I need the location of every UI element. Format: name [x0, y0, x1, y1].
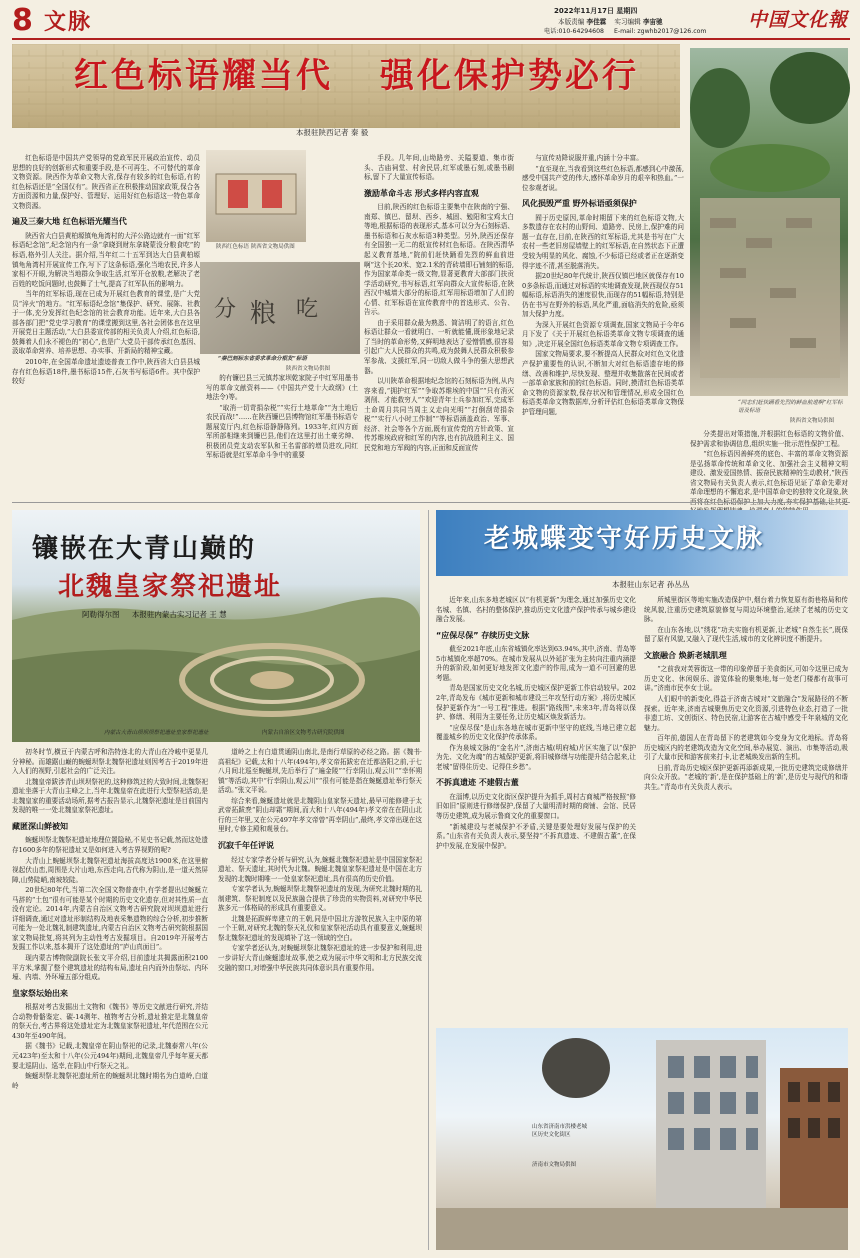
article2-byline — [82, 610, 227, 621]
article1-para: 的有镰巴县三元镇苏家坝乾家院子中红军用墨书写的革命文献资料——《中国共产党十大政纲》(土地法令)等。 — [206, 374, 358, 402]
article3-subhead-1: “应保尽保” 存续历史文脉 — [436, 630, 530, 640]
article1-photo-garden — [690, 48, 848, 396]
article2-subhead-1: 藏匿深山鲜被知 — [12, 821, 68, 831]
editor-name: 李佳霖 — [586, 18, 607, 26]
article2-column-2 — [218, 748, 422, 1250]
article2-para: 道岭之上有白道贯通阴山南北,是南行草原的必经之路。据《魏书·高祖纪》记载,太和十八年(494年),孝文帝拓跋宏在迁都洛阳之前,于七八月间北巡至蜿蜒坝,先后举行了“遍金陵”“行幸阴山,观云川”“幸怀朔镇”等活动,其中“行幸阴山,观云川”“很有可能是指在蜿蜒遗址举行祭天活动。”张文平说。 — [218, 748, 422, 795]
article1-column-5 — [690, 430, 848, 497]
article2-title-line2: 北魏皇家祭祀遗址 — [58, 572, 283, 602]
article1-subhead-1: 遍及三秦大地 红色标语光耀当代 — [12, 217, 127, 227]
article1-subhead-3: 风化损毁严重 野外标语亟须保护 — [522, 199, 637, 209]
section-title: 文脉 — [44, 9, 93, 35]
article2-para: 蜿蜒坝祭北魏祭祀遗址地理位置隐秘,不见史书记载,然而这处遗存1600多年的祭祀遗址又是如何进入考古界视野的呢? — [12, 836, 208, 854]
article2-column-1 — [12, 748, 208, 1250]
article2-para: 专家学者还认为,对蜿蜒坝祭北魏祭祀遗址的进一步保护和利用,进一步讲好大青山蜿蜒遗址故事,使之成为展示中华文明和北方民族交流交融的窗口,对增强中华民族共同体意识具有重要作用。 — [218, 944, 422, 972]
article1-title-banner — [12, 44, 680, 128]
article1-title-b: 强化保护势必行 — [380, 56, 639, 96]
display-case-illustration — [206, 150, 306, 242]
article1-para: 当年的红军标语,现在已成为开展红色教育的课堂,是广大党员“淬火”的地方。“红军标语纪念馆”集保护、研究、展陈、社教于一体,充分发挥红色纪念馆的社会教育功能。近年来,大白县各部各部门把“党史学习教育”的课堂搬到这里,各社会团体也在这里开展党日主题活动,“大白县委宣传部的相关负责人介绍,红色标语,鼓舞着人们永不褪色的“初心”,也是广大党员干部传承红色基因、汲取革命营养、培养思想、办实事、开新局的精神宝藏。 — [12, 290, 200, 356]
article1-lead: 红色标语是中国共产党领导的党政军民开展政治宣传、动员思想的良好的创新形式和重要手段,是不可再生、不可替代的革命文物资源。陕西作为革命文物大省,保存有较多的红色标语,有的红色标语还是“全国仅有”。陕西省正在积极推动国家政策,保合各方面资源和力量,保护好、管理好、运用好红色标语这一特色革命文物资源。 — [12, 154, 200, 210]
phone-text: 电话:010-64294608 — [544, 28, 604, 35]
article3-para: 日前,青岛历史城区保护更新再添新成果,一批历史建筑完成修缮并向公众开放。“老城的‘新’,是在保护基础上的‘新’,是历史与现代的和谐共生。”青岛市有关负责人表示。 — [644, 763, 848, 791]
article1-para: 与宣传劝降说服并重,内涵十分丰富。 — [535, 154, 643, 162]
article3-para: 在淄博,以历史文化街区保护提升为抓手,周村古商城严格按照“修旧如旧”原则进行修缮保护,保留了大量明清时期的商铺、会馆、民居等历史建筑,成为展示鲁商文化的重要窗口。 — [436, 792, 636, 821]
article1-para: 据20世纪80年代统计,陕西仅镇巴地区就保存有100多条标语,而通过对标语的实地调查发现,陕西现仅存51幅标语,标语消失的速度很快,而现存的51幅标语,特别是仍在书写在野外的标语,风化严重,面临消失的危险,亟须加大保护力度。 — [522, 272, 684, 319]
article3-para: 作为泉城文脉的“金名片”,济南古城(明府城)片区实施了以“保护为先、文化为魂”的古城保护更新,将旧城修缮与功能提升结合起来,让老城“留得住历史、记得住乡愁”。 — [436, 743, 636, 771]
article1-title-a: 红色标语耀当代 — [74, 56, 333, 96]
article3-para: 人们眼中的新变化,得益于济南古城对“文旅融合”发展路径的不断探索。近年来,济南古城聚焦历史文化资源,引进特色业态,打造了一批非遗工坊、文创街区、特色民宿,让游客在古城中感受千年泉城的文化魅力。 — [644, 694, 848, 732]
article3-para: “新城建设与老城保护不矛盾,关键是要处理好发展与保护的关系。”山东省有关负责人表示,要坚持“不拆真遗迹、不建假古董”,在保护中发展,在发展中保护。 — [436, 822, 636, 850]
article3-column-2 — [644, 596, 848, 1022]
article2-para: 初冬时节,横亘于内蒙古呼和浩特连北的大青山在冷峻中更显几分神秘。而雄踞山巅的蜿蜒坝祭北魏祭祀遗址则因考古于2019年进入人们的视野,引起社会的广泛关注。 — [12, 748, 208, 776]
article1-subhead-2: 激励革命斗志 形式多样内容直观 — [364, 188, 479, 198]
article2-para: 专家学者认为,蜿蜒坝祭北魏祭祀遗址的发现,为研究北魏时期的礼制建筑、祭祀制度以及民族融合提供了珍贵的实物资料,对研究中华民族多元一体格局的形成具有重要意义。 — [218, 885, 422, 913]
article1-photo2-caption: “秦巴刻标东省委求革命分根发”标语 — [218, 356, 307, 362]
article1-para: “直至现在,当我看到这些红色标语,都感到心中激荡,感受中国共产党的伟大,感怀革命岁月的艰辛和热血。”一位参观者说。 — [522, 164, 684, 192]
article1-photo3-credit: 陕西省文物局供图 — [790, 418, 835, 424]
article1-para: 陕西省大白县黄柏塬镇龟角湾村的大洋公路边就有一面“红军标语纪念馆”,纪念馆内有一条“拿晓到财东拿晓蒙没分粮食吃”的标语,格外引人关注。据介绍,当年红二十五军到达大白县黄柏塬镇龟角湾村开展宣传工作,写下了这条标语,强化当地农民,许多人家相不开眼,为解决当地群众争取生活,红军开仓放粮,老解决了老百姓的吃饭问题时,也鼓舞了士气,提高了红军队伍的影响力。 — [12, 231, 200, 288]
article1-column-4 — [522, 154, 684, 494]
article2-para: 根据对考古发掘出土文物和《魏书》等历史文献进行研究,并结合动物骨骼鉴定、碳-14测年、植物考古分析,遗址推定是北魏皇帝的祭天台,考古界将这处遗址定为北魏皇家祭祀遗址,年代范围在公元430年至490年间。 — [12, 1003, 208, 1040]
article2-byline-reporter: 本报驻内蒙古实习记者 王 慧 — [131, 610, 227, 619]
article3-para: “之前我对芙蓉街这一带的印象停留于美食街区,可如今这里已成为历史文化、休闲娱乐、游览体验的聚集地,每一处老门楼都有故事可讲。”济南市民李女士说。 — [644, 665, 848, 693]
article2-para: 20世纪80年代,当第二次全国文物普查中,有学者提出过蜿蜒立马辞的“土包”很有可能是某个时期的历史文化遗存,但对其性质一直没有定论。2014年,内蒙古自治区文物考古研究院对坝坝遗址进行详细调查,通过对遗址形制结构及地表采集遗物的综合分析,初步推断可能为一处北魏礼制建筑遗址,内蒙古自治区文物考古研究院根据国家文物局批复,将其列为主动性考古发掘项目。自2019年开展考古发掘工作以来,基本揭开了这处遗址的“庐山真面目”。 — [12, 886, 208, 952]
article1-photo1-caption: 陕西红色标语 陕西省文物局供图 — [216, 244, 295, 250]
article3-para: 近年来,山东多地老城区以“有机更新”为理念,通过加强历史文化名城、名镇、名村的整体保护,推动历史文化遗产保护传承与城乡建设融合发展。 — [436, 596, 636, 624]
article1-photo3-caption: “同志们赶快踊看先烈的鲜血前进啊”红军标语及标语 — [738, 400, 843, 414]
intern-label: 实习编辑 — [614, 18, 641, 26]
article1-para: 囿于历史原因,革命时期留下来的红色标语文物,大多数遗存在农村的山野间、道路旁、民房上,保护难的问题一直存在,目前,在陕西的红军标语,尤其是书写在广大农村一些老旧房屋墙壁上的红军标语,在自然状态下正遭受较为明显的风化、腐蚀,不少标语已经或者正在逐渐变得字迹不清,甚至脱落消失。 — [522, 213, 684, 270]
article2-para: 北魏是拓跋鲜卑建立的王朝,同是中国北方游牧民族入主中原的第一个王朝,对研究北魏的祭天礼仪和皇家祭祀活动具有重要意义,蜿蜒坝祭北魏祭祀遗址的发现填补了这一领域的空白。 — [218, 914, 422, 942]
article2-subhead-2: 皇家祭坛始出来 — [12, 988, 68, 998]
article2-subhead-3: 沉寂千年任评说 — [218, 840, 274, 850]
article1-para: “红色标语因善鲜亮的底色、丰富的革命文物资源是弘扬革命传统和革命文化、加强社会主义精神文明建设、激发爱国热情、振奋民族精神的生动教材,”陕西省文物局有关负责人表示,红色标语见证了革命先辈对革命理想的不懈追求,是中国革命史的独特文化现象,陕 — [690, 450, 848, 497]
paper-logo: 中国文化報 — [748, 9, 849, 31]
article1-para: 手段。几年间,山坳路旁、关隘要道、集市街头、古庙祠堂、村舍民居,红军或墨石刻,或墨书刷标,留下了大量宣传标语。 — [364, 154, 514, 182]
article1-para: 目前,陕西的红色标语主要集中在陕南的宁强、南郑、镇巴、留坝、西乡、城固、勉阳和宝鸡太白等地,根据标语的表现形式,基本可以分为石刻标语、墨书标语和石灰水标语3种类型。另外,陕西还保存有全国独一无二的纸宣传材红色标语。在陕西渭华起义教育基地,“院前们赶快踊看先烈的鲜血前进啊”这个长20米、宽2.1米的青砖墙即石铺刻的标语,作为国家革命类一级文物,显著更教育大部部门扶贡学活动研究,书写标语,红军向群众大宣传标语,在陕西汉中城墙大部分的标语,红军用标语增加了人们的心情、红军标语在宣传教育中的首选形式、公告、告示。 — [364, 203, 514, 317]
article2-para: 现内蒙古博物院副院长张文平介绍,目前遗址共揭露面积2100平方米,掌握了整个建筑遗址的结构布局,遗址自内而外由祭坛、内环壕、内墙、外环壕五部分组成。 — [12, 953, 208, 982]
article2-byline-author: 阿勒得尔图 — [82, 610, 120, 619]
article3-subhead-3: 文旅融合 焕新老城肌理 — [644, 650, 727, 660]
article3-photo-old-town — [436, 1028, 848, 1250]
article1-para: 为深入开展红色资源专项调查,国家文物局于今年6月下发了《关于开展红色标语类革命文物专项调查的通知》,决定开展全国红色标语类革命文物专项调查工作。 — [522, 320, 684, 348]
column-divider — [428, 510, 429, 1250]
article2-para: 蜿蜒坝祭北魏祭祀遗址所在的蜿蜒坝北魏时期名为白道岭,白道岭 — [12, 1072, 208, 1090]
svg-text:粮: 粮 — [250, 299, 277, 329]
article1-column-2 — [206, 374, 358, 494]
email-text: E-mail: zgwhb2017@126.com — [613, 28, 707, 35]
intern-name: 李宙驰 — [642, 18, 663, 26]
article3-title: 老城蝶变守好历史文脉 — [484, 524, 765, 554]
article2-para: 经过专家学者分析与研究,认为,蜿蜒北魏祭祀遗址是中国国家祭祀遗址、祭天遗址,其时代为北魏。蜿蜒北魏皇家祭祀遗址是中国在北方发现的北魏时期唯一一处皇家祭祀遗址,具有很高的历史价值。 — [218, 855, 422, 883]
article3-para: 青岛是国家历史文化名城,历史城区保护更新工作启动较早。2022年,青岛发布《城市更新和城市建设三年攻坚行动方案》,将历史城区保护更新作为“一号工程”推进。根据“路线图”,未来3年,青岛将以保护、修缮、利用为主要任务,让历史城区焕发新活力。 — [436, 684, 636, 722]
article3-para: 百年前,德国人在青岛留下的老建筑如今变身为文化地标。青岛将历史城区内的老建筑改造为文化空间,举办展览、演出、市集等活动,吸引了大量市民和游客前来打卡,让老城焕发出新的生机。 — [644, 734, 848, 762]
article2-photo-credit: 内蒙古自治区文物考古研究院供图 — [262, 730, 345, 736]
article3-para: 所城里街区等地实施改造保护中,烟台着力恢复原有街巷格局和传统风貌,注重历史建筑原貌修复与周边环境整治,延续了老城的历史文脉。 — [644, 596, 848, 624]
page-number: 8 — [12, 3, 33, 38]
article3-subhead-2: 不拆真遗迹 不建假古董 — [436, 778, 519, 788]
article2-para: 据《魏书》记载,北魏皇帝在阴山祭祀的记录,北魏泰常八年(公元423年)至太和十八年(公元494年)期间,北魏皇帝几乎每年夏天都要北巡阴山、巡幸,在阴山中行祭天之礼。 — [12, 1042, 208, 1070]
old-town-illustration — [436, 1028, 848, 1250]
article2-para: 综合来看,蜿蜒遗址就是北魏阴山皇家祭天遗址,最早可能修建于太武帝拓跋焘“阴山却霜”期间,而大和十八年(494年)孝文帝在在阴山北行的三年里,又在公元497年孝文帝曾“再幸阴山”,最终,孝文帝出现在这里时,专修主殿和观景台。 — [218, 796, 422, 834]
article1-column-1 — [12, 154, 200, 494]
editor-line — [558, 18, 663, 28]
article3-para: “应保尽保”是山东各地在城市更新中坚守的底线,当地已建立起覆盖城乡的历史文化保护传承体系。 — [436, 723, 636, 742]
article3-title-banner — [436, 510, 848, 576]
article1-para: 分类提出对策措施,并根据红色标语的文物价值、保护需求和协调信息,组织实施一批示范性保护工程。 — [690, 430, 848, 448]
article1-photo-display — [206, 150, 306, 242]
article1-para: 国家文物局要求,要不断提高人民群众对红色文化遗产保护重要性的认识,不断加大对红色标语遗存地的修缮、改善和维护,尽快发现、整理并收集散落在民间或者一部革命家族和前的红色标语。同时,摸清红色标语类革命文物的资源家数,保存状况和管理情况,形成全国红色标语类革命文物数据库,分析评估红色标语类革命文物保护管理问题, — [522, 350, 684, 416]
article1-para: “取消一切苛捐杂税”“实行土地革命”“为土地后农民而战!”……在陕西镰巴县博物馆红军墨书标语专题展览厅内,红色标语静静陈列。1933年,红四方面军所部相继来到镰巴县,他们在这里打出土豪劣绅、积极团员党支动农军队和王名雷部的增员进攻,同红军标语就是红军革命斗争中的重要 — [206, 403, 358, 460]
stone-inscription-illustration — [200, 262, 360, 354]
article2-photo-caption: 内蒙古大青山坝坝坝祭祀遗址皇家祭祀遗址 — [104, 730, 209, 736]
issue-date: 2022年11月17日 星期四 — [554, 7, 638, 15]
article1-photo-stone-inscription — [200, 262, 360, 354]
article3-photo-credit: 济南市文物局供图 — [532, 1162, 577, 1168]
article3-para: 截至2021年底,山东省城镇化率达到63.94%,其中,济南、青岛等5市城镇化率超70%。在城市发展从以外延扩张为主转向注重内涵提升的新阶段,如何更好地发挥文化遗产的作用,成为一道不可回避的思考题。 — [436, 645, 636, 682]
article2-hero-photo — [12, 510, 420, 742]
contact-line — [544, 28, 706, 37]
article3-column-1 — [436, 596, 636, 1022]
article1-para: 以川陕革命根据地纪念馆的石刻标语为例,从内容来看,“拥护红军”“争取苏维埃的中国”“只有消灭剥削、才能救穷人”“欢迎青年士兵参加红军,完成军土命周月共同当周主义走向光明”“打倒刮苛捐杂税”“实行八小时工作制”“等标语涵盖政治、军事、经济、社会等各个方面,既有宣传党的方针政策、宣传苏维埃政府和红军的内容,也有抗战胜利主义、国民党和地方军阀的内容,正面和反面宣传 — [364, 377, 514, 452]
svg-text:吃: 吃 — [296, 297, 319, 322]
article3-para: 在山东各地,以“绣花”功夫实施有机更新,让老城“自然生长”,既保留了原有风貌,又融入了现代生活,城市的文化辨识度不断提升。 — [644, 625, 848, 644]
section-divider — [12, 502, 850, 503]
masthead-rule — [12, 38, 850, 40]
article1-para: 由于采用群众最为熟悉、简洁明了的语言,红色标语让群众一看就明白、一听就能懂,既形象地记录了当时的革命形势,又鲜明地表达了爱憎情感,很容易引起广大人民群众的共鸣,成为鼓舞人民群众积极参军参战、支援红军,同一切敌人做斗争的强大思想武器。 — [364, 318, 514, 375]
article1-para: 2010年,在全国革命遗址遗迹普查工作中,陕西省大白县县城存有红色标语18件,墨书标语15件,石灰书写标语6件。其中保护较好 — [12, 357, 200, 386]
article1-photo2-credit: 陕西省文物局供图 — [286, 366, 331, 372]
article3-photo-caption: 山东省济南市洪楼老城区历史文化街区 — [532, 1124, 588, 1138]
article1-column-3 — [364, 154, 514, 494]
article3-byline: 本报驻山东记者 孙丛丛 — [612, 580, 690, 589]
article2-title-line1: 镶嵌在大青山巅的 — [32, 534, 257, 564]
garden-scene-illustration — [690, 48, 848, 396]
article1-byline: 本报驻陕西记者 秦 毅 — [296, 128, 369, 137]
svg-text:分: 分 — [214, 297, 237, 322]
article2-para: 大青山上蜿蜒坝祭北魏祭祀遗址海拔高度达1900米,在这里俯视起伏山峦,周围是大片山地,东西走向,古代称为阴山,是一道天然屏障,山势陡峭,南坡较陡。 — [12, 856, 208, 884]
editor-label: 本版责编 — [558, 18, 585, 26]
article2-para: 北魏皇帝跋涉青山坝坝祭祀的,这种修筑过的大致时间,北魏祭祀遗址坐落于大青山主峰之上,当年北魏皇帝在此进行大型祭祀活动,是北魏皇家的重要活动场所,据考古报告显示,北魏祭祀遗址是目前国内发现的唯一一处北魏皇家祭祀遗址。 — [12, 777, 208, 815]
